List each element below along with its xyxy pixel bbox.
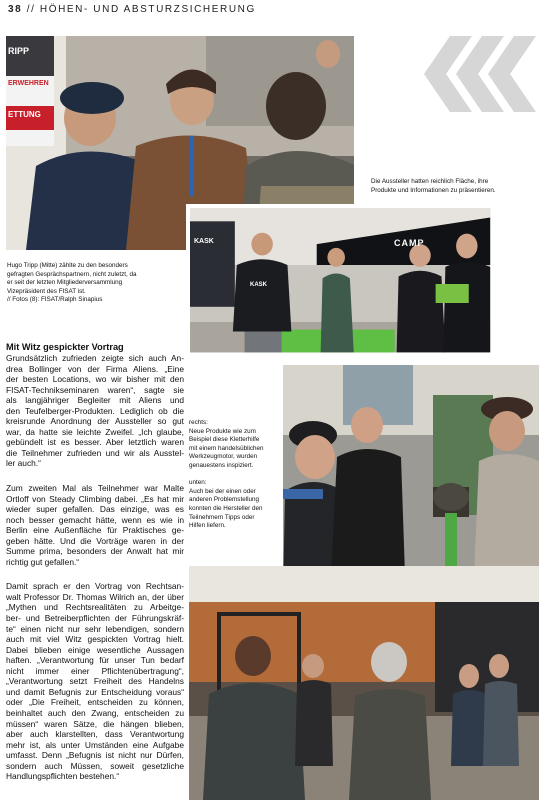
text-line: beinhaltet auch den Zwang, entscheiden zu bbox=[6, 707, 184, 718]
photo-booth-kask-camp bbox=[186, 204, 502, 364]
caption-line: gefragten Gesprächspartnern, nicht zuletzt, da bbox=[7, 270, 137, 278]
text-line: te“ einen nicht nur sehr lebendigen, sondern bbox=[6, 623, 184, 634]
text-line: war, da hatte sie leichte Zweifel. „Ich glaube, bbox=[6, 426, 184, 437]
caption-line: Produkte und Informationen zu präsentieren. bbox=[371, 186, 496, 194]
text-line: Zum zweiten Mal als Teilnehmer war Malte bbox=[6, 483, 184, 494]
logo-camp-banner: CAMP bbox=[394, 238, 425, 248]
text-line: Handlungspflichten bestehen.“ bbox=[6, 771, 120, 782]
photo-credit: // Fotos (8): FISAT/Ralph Sinapius bbox=[7, 296, 103, 304]
text-line: haften. „Verantwortung für unser Tun bedarf bbox=[6, 655, 184, 666]
text-line: walt Professor Dr. Thomas Wilrich an, der über bbox=[6, 591, 184, 602]
caption-hugo-tripp bbox=[7, 262, 137, 305]
text-line: wieder super gefallen. Das einzige, was es bbox=[6, 504, 184, 515]
text-line: Summe prima, besonders der Anwalt hat mir bbox=[6, 546, 184, 557]
caption-line: Die Aussteller hatten reichlich Fläche, ihre bbox=[371, 178, 489, 185]
text-line: kreisrunde Anordnung der Aussteller so gut bbox=[6, 416, 184, 427]
paragraph-2 bbox=[6, 483, 184, 567]
text-line: Ortloff von Steady Climbing dabei. „Es hat mir bbox=[6, 493, 184, 504]
caption-line: konnten die Hersteller den bbox=[189, 504, 263, 512]
paragraph-gap bbox=[6, 567, 184, 581]
fisat-logo-chevrons-icon bbox=[420, 36, 538, 112]
caption-line: Beispiel diese Kletterhilfe bbox=[189, 436, 260, 444]
caption-line: unten: bbox=[189, 479, 207, 487]
article-body bbox=[6, 342, 184, 782]
text-line: oder „Die Freiheit, entscheiden zu können, bbox=[6, 697, 184, 708]
text-line: „Mythen und Rechtsrealitäten zu Arbeitge- bbox=[6, 602, 184, 613]
text-line: auch mit viel Witz gespickten Vortrag hielt. bbox=[6, 634, 184, 645]
article-heading: Mit Witz gespickter Vortrag bbox=[6, 342, 124, 352]
text-line: nicht immer einer Pflichtenübertragung“, bbox=[6, 665, 184, 676]
banner-text-ettung: ETTUNG bbox=[8, 110, 41, 119]
text-line: Berlin eine Außenfläche für Praktisches ge- bbox=[6, 525, 184, 536]
text-line: Grundsätzlich zufrieden zeigte sich auch An- bbox=[6, 353, 184, 363]
caption-line: rechts: bbox=[189, 419, 208, 426]
shirt-text-kask: KASK bbox=[250, 282, 268, 288]
text-line: müssen“ waren Sätze, die hängen blieben, bbox=[6, 718, 184, 729]
caption-line: Hilfen liefern. bbox=[189, 522, 226, 530]
text-line: die Teilnehmer zufrieden und wir als Ausstel- bbox=[6, 447, 184, 458]
caption-line: Auch bei der einen oder bbox=[189, 487, 256, 495]
text-line: den Teufelberger-Produkten. Lediglich ob die bbox=[6, 405, 184, 416]
page-number: 38 bbox=[8, 4, 23, 15]
caption-line: genauestens inspiziert. bbox=[189, 461, 254, 469]
header-separator: // bbox=[26, 4, 36, 15]
caption-line: anderen Problemstellung bbox=[189, 496, 260, 504]
text-line: FISAT-Technikseminaren waren“, sagte sie bbox=[6, 384, 184, 395]
paragraph-gap bbox=[6, 469, 184, 483]
banner-text-erwehren: ERWEHREN bbox=[8, 80, 49, 87]
text-line: sondern auch Müssen, soweit gesetzliche bbox=[6, 760, 184, 771]
banner-text-ripp: RIPP bbox=[8, 46, 30, 56]
text-line: Dabei blieben einige wesentliche Aussagen bbox=[6, 644, 184, 655]
caption-center bbox=[189, 419, 264, 531]
text-line: der besten Locations, wo wir bisher mit den bbox=[6, 374, 184, 385]
text-line: drea Bollinger von der Firma Aliens. „Eine bbox=[6, 363, 184, 374]
caption-line: mit einem handelsüblichen bbox=[189, 444, 264, 452]
caption-exhibitors bbox=[371, 178, 496, 195]
text-line: umfasst. Denn „Befugnis ist nicht nur Dürfen, bbox=[6, 750, 184, 761]
text-line: gebündelt ist es besser. Aber letztlich waren bbox=[6, 437, 184, 448]
text-line: ler auch.“ bbox=[6, 458, 41, 469]
text-line: „Verantwortung setzt Freiheit des Handelns bbox=[6, 676, 184, 687]
logo-kask-banner: KASK bbox=[194, 238, 214, 245]
caption-line: Vizepräsident des FISAT ist. bbox=[7, 287, 86, 295]
paragraph-3 bbox=[6, 581, 184, 781]
paragraph-1 bbox=[6, 353, 184, 469]
text-line: richtig gut gefallen.“ bbox=[6, 556, 80, 567]
caption-line: Teilnehmern Tipps oder bbox=[189, 513, 255, 521]
caption-line: Hugo Tripp (Mitte) zählte zu den besonders bbox=[7, 262, 128, 269]
text-line: noch besser gemacht hätte, wenn es wie in bbox=[6, 514, 184, 525]
section-title: HÖHEN- UND ABSTURZSICHERUNG bbox=[39, 4, 256, 15]
text-line: ber- und Betreiberpflichten der Führungskräf- bbox=[6, 613, 184, 624]
text-line: und damit Befugnis zur Entscheidung voraus“ bbox=[6, 686, 184, 697]
text-line: als langjähriger Begleiter mit Aliens und bbox=[6, 395, 184, 406]
text-line: Damit sprach er den Vortrag von Rechtsan- bbox=[6, 581, 184, 592]
caption-line: Neue Produkte wie zum bbox=[189, 427, 256, 435]
page-header bbox=[8, 4, 256, 15]
caption-line: Werkzeugmotor, wurden bbox=[189, 453, 258, 461]
text-line: mehr ist, als unter Umständen eine Aufgabe bbox=[6, 739, 184, 750]
caption-line: er seit der letzten Mitgliederversammlung bbox=[7, 279, 123, 287]
caption-spacer bbox=[189, 471, 264, 480]
photo-exhibition-hall bbox=[189, 566, 539, 800]
text-line: aber auch klarstellten, dass Verantwortung bbox=[6, 729, 184, 740]
text-line: geben hätte. Und die Vorträge waren in der bbox=[6, 535, 184, 546]
photo-climbing-aid-inspection bbox=[283, 365, 539, 599]
